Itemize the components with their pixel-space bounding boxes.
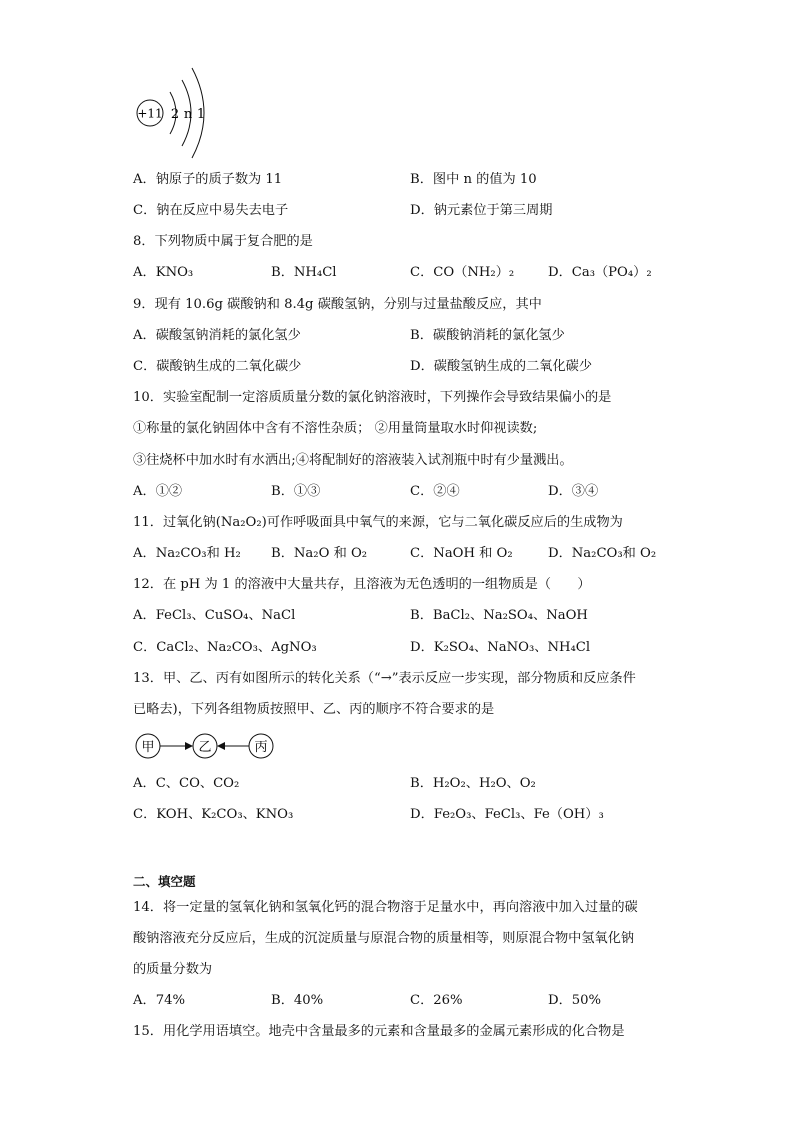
q9-option-d: D．碳酸氢钠生成的二氧化碳少: [410, 359, 593, 374]
q10-statement-line-2: ③往烧杯中加水时有水洒出;④将配制好的溶液装入试剂瓶中时有少量溅出。: [133, 453, 573, 468]
shell-electrons-3: 1: [196, 107, 206, 122]
q10-statement-line-1: ①称量的氯化钠固体中含有不溶性杂质； ②用量筒量取水时仰视读数;: [133, 421, 538, 436]
q12-option-d: D．K₂SO₄、NaNO₃、NH₄Cl: [410, 640, 591, 655]
q14-option-a: A．74%: [133, 993, 186, 1008]
q7-option-c: C．钠在反应中易失去电子: [133, 203, 289, 218]
q9-option-b: B．碳酸钠消耗的氯化氢少: [410, 328, 565, 343]
q8-stem: 8．下列物质中属于复合肥的是: [133, 234, 313, 249]
q14-option-d: D．50%: [548, 993, 602, 1008]
q13-option-a: A．C、CO、CO₂: [133, 776, 240, 791]
q12-option-b: B．BaCl₂、Na₂SO₄、NaOH: [410, 608, 588, 623]
q7-option-a: A．钠原子的质子数为 11: [133, 172, 283, 187]
q11-option-c: C．NaOH 和 O₂: [410, 546, 513, 561]
section-heading: 二、填空题: [133, 874, 196, 889]
q14-stem-line-1: 14．将一定量的氢氧化钠和氢氧化钙的混合物溶于足量水中，再向溶液中加入过量的碳: [133, 900, 638, 915]
q10-option-a: A．①②: [133, 484, 183, 499]
q15-stem-line-1: 15．用化学用语填空。地壳中含量最多的元素和含量最多的金属元素形成的化合物是: [133, 1024, 625, 1039]
q10-stem: 10．实验室配制一定溶质质量分数的氯化钠溶液时，下列操作会导致结果偏小的是: [133, 390, 612, 405]
q12-option-c: C．CaCl₂、Na₂CO₃、AgNO₃: [133, 640, 317, 655]
q14-stem-line-3: 的质量分数为: [133, 962, 213, 977]
q13-conversion-diagram: [130, 731, 280, 761]
q7-option-b: B．图中 n 的值为 10: [410, 172, 537, 187]
q8-option-d: D．Ca₃（PO₄）₂: [548, 265, 652, 280]
nucleus-charge: +11: [137, 106, 163, 121]
q9-stem: 9．现有 10.6g 碳酸钠和 8.4g 碳酸氢钠，分别与过量盐酸反应，其中: [133, 297, 542, 312]
q13-option-d: D．Fe₂O₃、FeCl₃、Fe（OH）₃: [410, 807, 604, 822]
q9-option-c: C．碳酸钠生成的二氧化碳少: [133, 359, 302, 374]
q10-option-d: D．③④: [548, 484, 599, 499]
node-bing-label: 丙: [254, 740, 268, 755]
q9-option-a: A．碳酸氢钠消耗的氯化氢少: [133, 328, 301, 343]
node-yi-label: 乙: [198, 740, 212, 755]
q8-option-a: A．KNO₃: [133, 265, 194, 280]
sodium-atom-diagram: [130, 62, 220, 162]
q10-option-b: B．①③: [271, 484, 321, 499]
q14-option-c: C．26%: [410, 993, 463, 1008]
q11-option-b: B．Na₂O 和 O₂: [271, 546, 368, 561]
q13-option-b: B．H₂O₂、H₂O、O₂: [410, 776, 536, 791]
shell-electrons-2: n: [183, 107, 193, 122]
node-jia-label: 甲: [141, 740, 155, 755]
q11-stem: 11．过氧化钠(Na₂O₂)可作呼吸面具中氧气的来源，它与二氧化碳反应后的生成物为: [133, 515, 623, 530]
q8-option-c: C．CO（NH₂）₂: [410, 265, 515, 280]
q14-option-b: B．40%: [271, 993, 324, 1008]
q14-stem-line-2: 酸钠溶液充分反应后，生成的沉淀质量与原混合物的质量相等，则原混合物中氢氧化钠: [133, 931, 635, 946]
q10-option-c: C．②④: [410, 484, 460, 499]
q11-option-a: A．Na₂CO₃和 H₂: [133, 546, 241, 561]
q13-option-c: C．KOH、K₂CO₃、KNO₃: [133, 807, 294, 822]
q11-option-d: D．Na₂CO₃和 O₂: [548, 546, 657, 561]
q7-option-d: D．钠元素位于第三周期: [410, 203, 553, 218]
q13-stem-line-1: 13．甲、乙、丙有如图所示的转化关系（“→”表示反应一步实现，部分物质和反应条件: [133, 671, 636, 686]
shell-electrons-1: 2: [170, 107, 180, 122]
q12-stem: 12．在 pH 为 1 的溶液中大量共存，且溶液为无色透明的一组物质是（ ）: [133, 577, 591, 592]
q12-option-a: A．FeCl₃、CuSO₄、NaCl: [133, 608, 296, 623]
q8-option-b: B．NH₄Cl: [271, 265, 337, 280]
q13-stem-line-2: 已略去)，下列各组物质按照甲、乙、丙的顺序不符合要求的是: [133, 702, 495, 717]
